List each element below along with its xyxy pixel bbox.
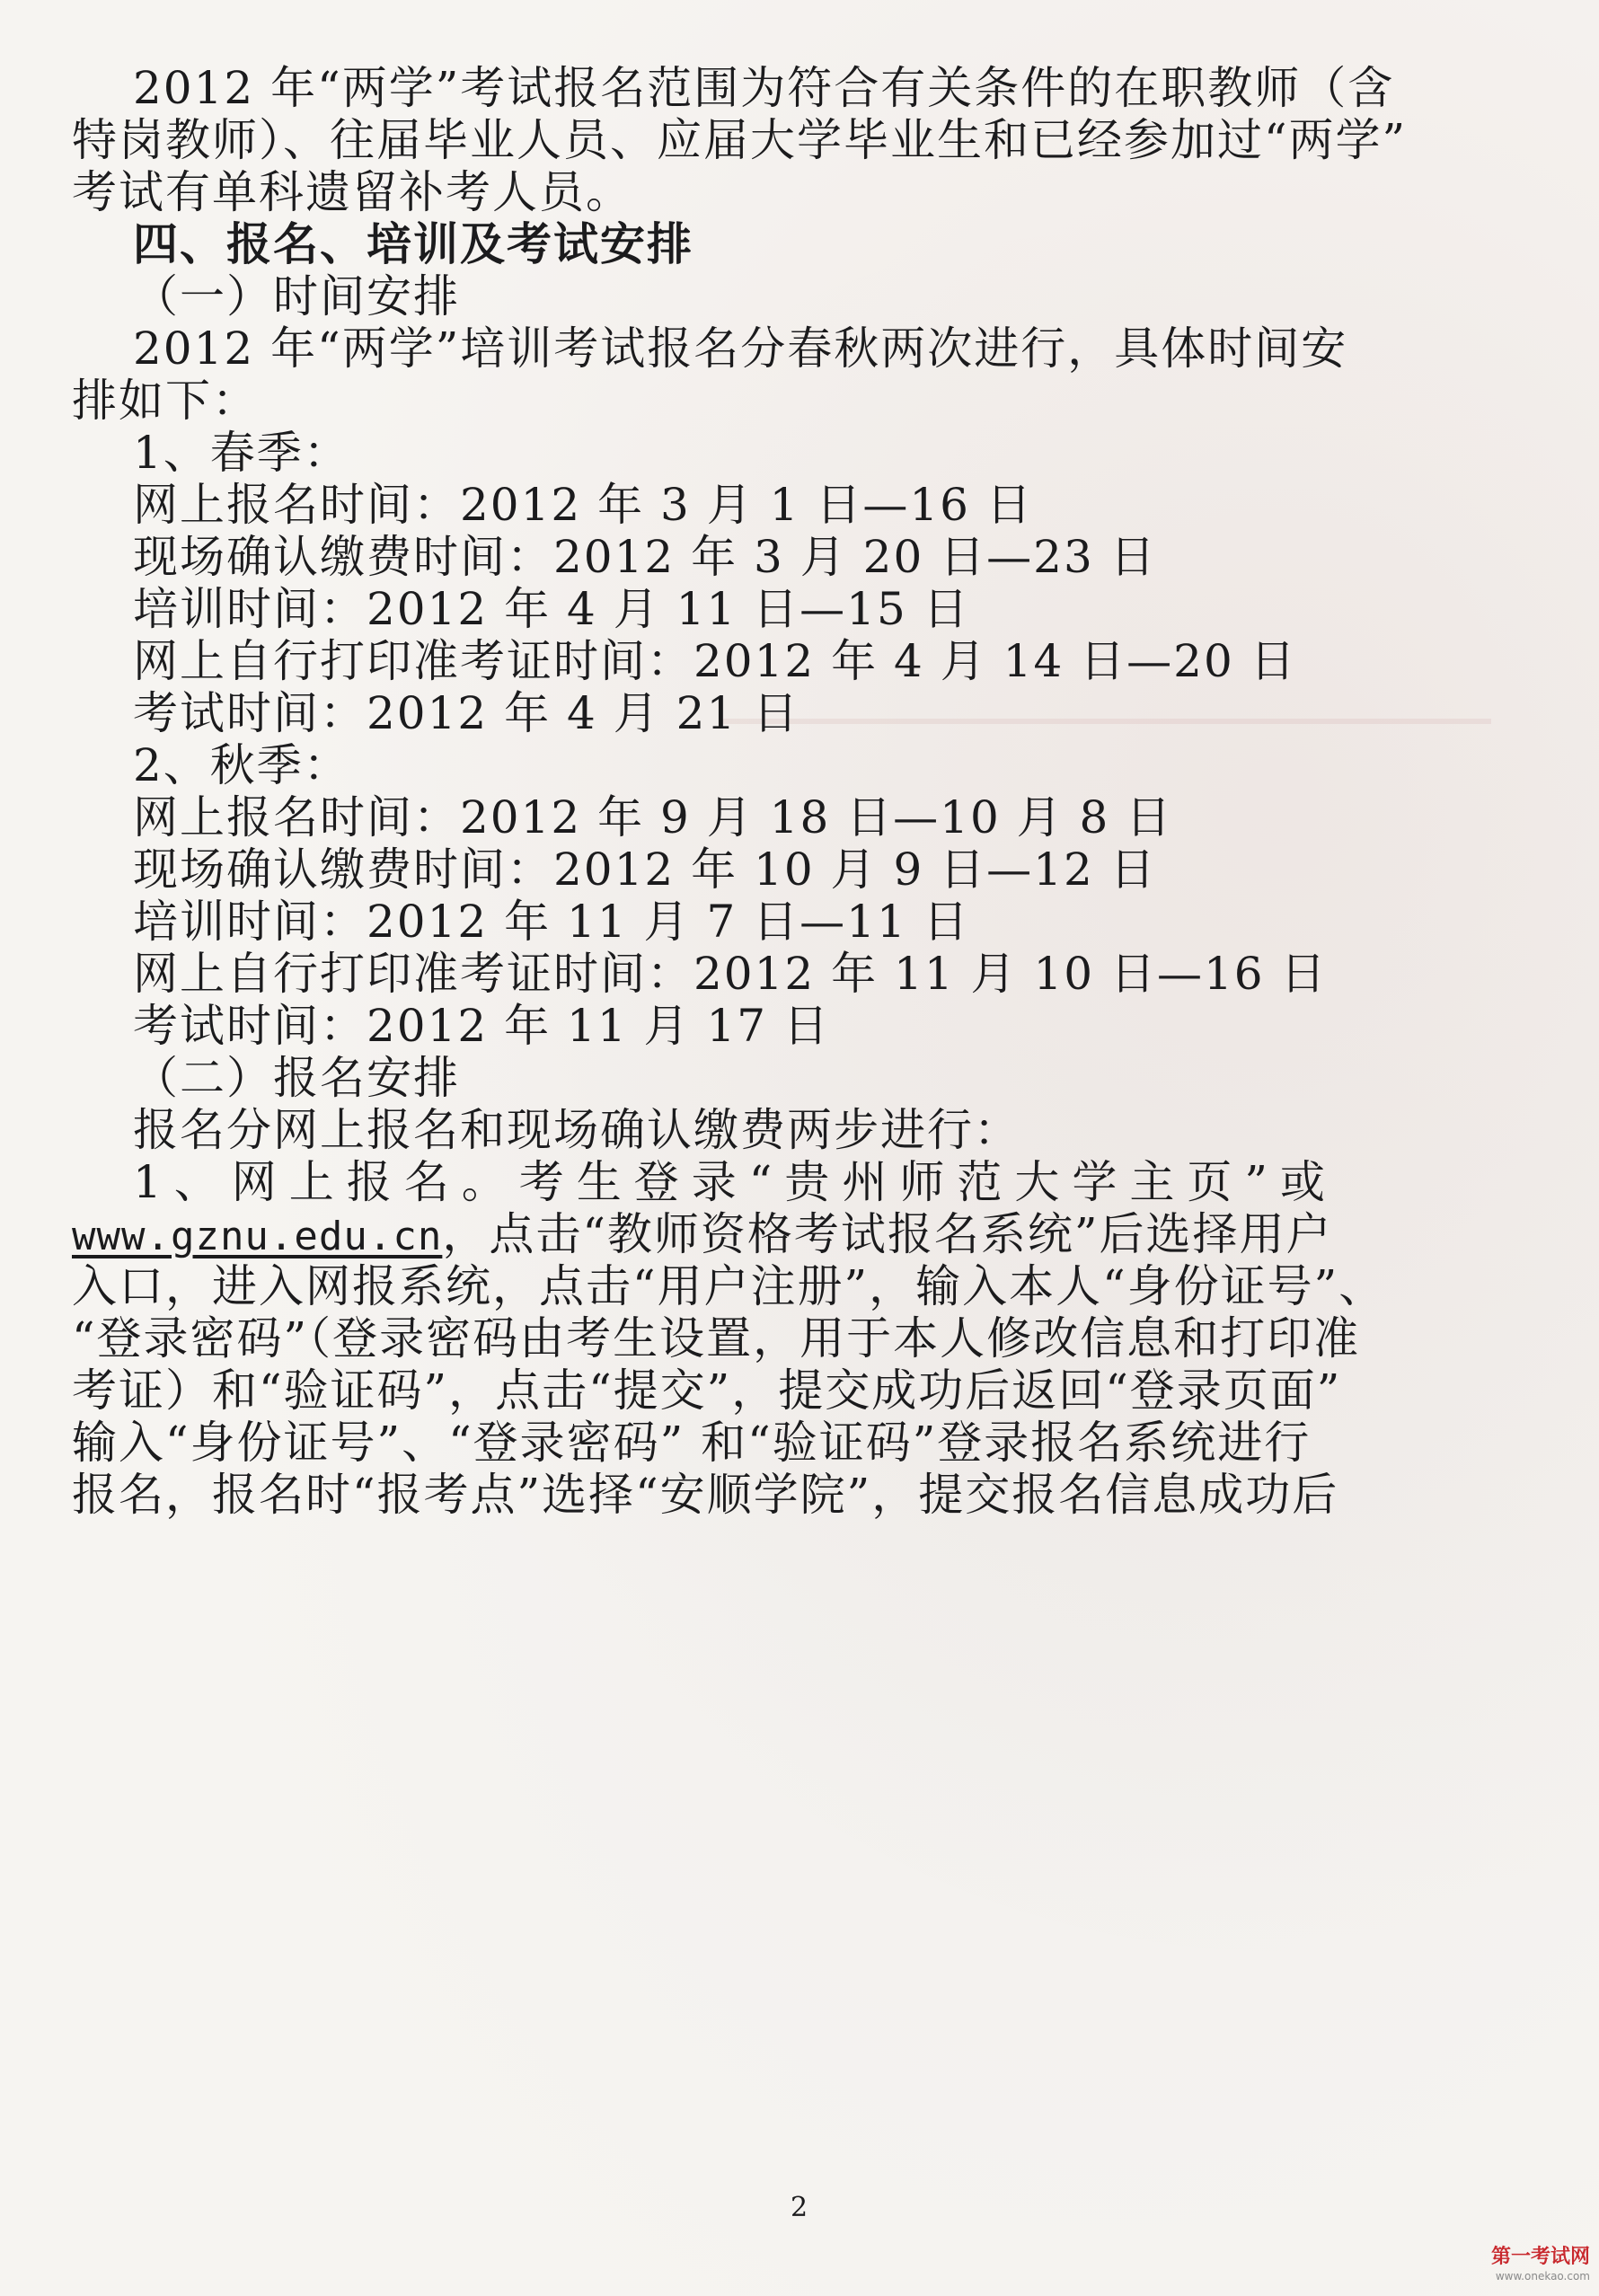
spring-title: 1、春季：	[133, 427, 350, 479]
paragraph-line: “登录密码”（登录密码由考生设置，用于本人修改信息和打印准	[72, 1312, 1361, 1364]
paragraph-text: ，点击“教师资格考试报名系统”后选择用户	[442, 1208, 1333, 1260]
schedule-item: 网上自行打印准考证时间：2012 年 4 月 14 日—20 日	[133, 635, 1297, 687]
schedule-item: 培训时间：2012 年 4 月 11 日—15 日	[133, 583, 970, 635]
autumn-title: 2、秋季：	[133, 739, 350, 791]
schedule-item: 考试时间：2012 年 11 月 17 日	[133, 1000, 830, 1052]
schedule-item: 培训时间：2012 年 11 月 7 日—11 日	[133, 896, 970, 948]
schedule-item: 网上报名时间：2012 年 9 月 18 日—10 月 8 日	[133, 791, 1173, 843]
paragraph-line	[72, 1207, 1332, 1264]
university-website-link[interactable]: www.gznu.edu.cn	[72, 1214, 443, 1259]
site-watermark	[1437, 2246, 1590, 2283]
section-heading: 四、报名、培训及考试安排	[133, 217, 693, 270]
schedule-item: 现场确认缴费时间：2012 年 3 月 20 日—23 日	[133, 531, 1157, 583]
paragraph-line: 特岗教师）、往届毕业人员、应届大学毕业生和已经参加过“两学”	[72, 114, 1408, 166]
paragraph-line: 输入“身份证号”、“登录密码” 和“验证码”登录报名系统进行	[72, 1417, 1312, 1469]
watermark-logo-text: 第一考试网	[1490, 2246, 1590, 2268]
reverse-side-bleed-line	[719, 719, 1491, 724]
schedule-item: 网上自行打印准考证时间：2012 年 11 月 10 日—16 日	[133, 948, 1328, 1000]
paragraph-line: 2012 年“两学”考试报名范围为符合有关条件的在职教师（含	[133, 62, 1395, 114]
paragraph-line: 考证）和“验证码”，点击“提交”，提交成功后返回“登录页面”	[72, 1364, 1342, 1417]
schedule-item: 现场确认缴费时间：2012 年 10 月 9 日—12 日	[133, 843, 1157, 896]
paragraph-line: 入口，进入网报系统，点击“用户注册”，输入本人“身份证号”、	[72, 1260, 1386, 1312]
paragraph-line: 2012 年“两学”培训考试报名分春秋两次进行，具体时间安	[133, 322, 1348, 375]
paragraph-line: 报名分网上报名和现场确认缴费两步进行：	[133, 1104, 1020, 1156]
subsection-heading: （一）时间安排	[133, 270, 460, 322]
paragraph-line: 考试有单科遗留补考人员。	[72, 166, 632, 218]
paragraph-line: 1、网上报名。考生登录“贵州师范大学主页”或	[133, 1156, 1338, 1208]
schedule-item: 网上报名时间：2012 年 3 月 1 日—16 日	[133, 479, 1033, 531]
subsection-heading: （二）报名安排	[133, 1052, 460, 1104]
watermark-url: www.onekao.com	[1495, 2270, 1590, 2283]
page-number: 2	[791, 2192, 808, 2223]
paragraph-line: 报名，报名时“报考点”选择“安顺学院”，提交报名信息成功后	[72, 1469, 1339, 1521]
paragraph-line: 排如下：	[72, 375, 259, 427]
schedule-item: 考试时间：2012 年 4 月 21 日	[133, 687, 800, 739]
